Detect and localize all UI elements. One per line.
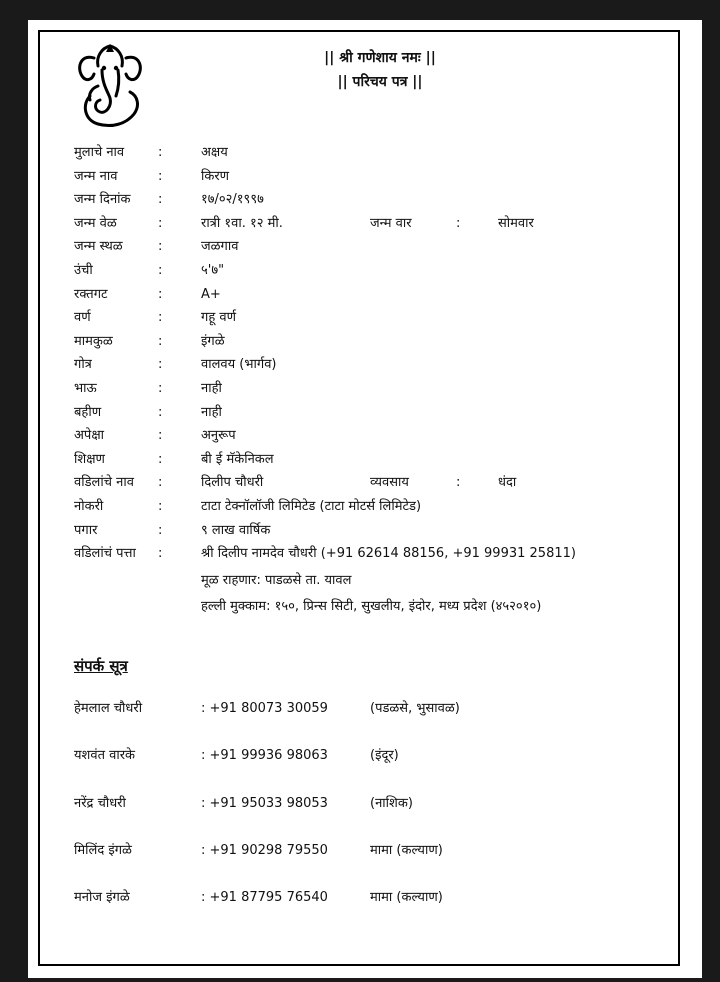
contact-row	[0, 887, 720, 909]
detail-label-secondary: जन्म वार	[370, 216, 412, 231]
detail-label: वडिलांचे नाव	[74, 475, 134, 490]
detail-colon: :	[158, 405, 163, 420]
detail-row	[0, 354, 720, 376]
contact-phone: : +91 90298 79550	[201, 843, 328, 858]
address-line: हल्ली मुक्काम: १५०, प्रिन्स सिटी, सुखलीय, इंदोर, मध्य प्रदेश (४५२०१०)	[201, 599, 542, 614]
detail-value-secondary: धंदा	[498, 475, 517, 490]
detail-value: १७/०२/१९९७	[201, 192, 264, 207]
contact-phone: : +91 95033 98053	[201, 796, 328, 811]
contact-place: मामा (कल्याण)	[370, 843, 443, 858]
detail-value: नाही	[201, 405, 222, 420]
contact-place: मामा (कल्याण)	[370, 890, 443, 905]
detail-row	[0, 236, 720, 258]
detail-colon: :	[158, 546, 163, 561]
detail-row	[0, 378, 720, 400]
contact-place: (नाशिक)	[370, 796, 413, 811]
detail-label: गोत्र	[74, 357, 92, 372]
detail-value: नाही	[201, 381, 222, 396]
detail-row	[0, 213, 720, 235]
detail-label: अपेक्षा	[74, 428, 105, 443]
detail-colon: :	[158, 381, 163, 396]
detail-label: वर्ण	[74, 310, 91, 325]
detail-value: अनुरूप	[201, 428, 236, 443]
detail-colon: :	[158, 216, 163, 231]
detail-label: पगार	[74, 523, 98, 538]
detail-colon: :	[158, 145, 163, 160]
detail-colon: :	[158, 452, 163, 467]
detail-value: टाटा टेक्नॉलॉजी लिमिटेड (टाटा मोटर्स लिमिटेड)	[201, 499, 422, 514]
ganesha-icon	[72, 40, 148, 132]
contact-phone: : +91 80073 30059	[201, 701, 328, 716]
detail-label: जन्म स्थळ	[74, 239, 123, 254]
contact-place: (इंदूर)	[370, 748, 399, 763]
detail-value: वालवय (भार्गव)	[201, 357, 277, 372]
detail-colon: :	[158, 169, 163, 184]
detail-value: किरण	[201, 169, 230, 184]
detail-label: शिक्षण	[74, 452, 105, 467]
detail-value: इंगळे	[201, 334, 225, 349]
detail-value: गहू वर्ण	[201, 310, 236, 325]
contact-place: (पडळसे, भुसावळ)	[370, 701, 460, 716]
detail-row	[0, 472, 720, 494]
detail-row	[0, 402, 720, 424]
detail-row	[0, 543, 720, 565]
detail-label: मुलाचे नाव	[74, 145, 125, 160]
detail-colon-secondary: :	[456, 475, 461, 490]
contact-name: यशवंत वारके	[74, 748, 136, 763]
address-line: मूळ राहणार: पाडळसे ता. यावल	[201, 573, 352, 588]
detail-row	[0, 260, 720, 282]
detail-value: अक्षय	[201, 145, 228, 160]
contact-row	[0, 698, 720, 720]
contact-phone: : +91 87795 76540	[201, 890, 328, 905]
contact-name: मनोज इंगळे	[74, 890, 130, 905]
contact-name: मिलिंद इंगळे	[74, 843, 132, 858]
detail-value: दिलीप चौधरी	[201, 475, 264, 490]
contact-name: नरेंद्र चौधरी	[74, 796, 126, 811]
detail-row	[0, 166, 720, 188]
detail-colon: :	[158, 428, 163, 443]
detail-label: बहीण	[74, 405, 102, 420]
detail-label: भाऊ	[74, 381, 97, 396]
detail-row	[0, 284, 720, 306]
detail-value: बी ई मॅकेनिकल	[201, 452, 274, 467]
detail-colon: :	[158, 287, 163, 302]
contact-phone: : +91 99936 98063	[201, 748, 328, 763]
detail-colon: :	[158, 499, 163, 514]
detail-row	[0, 307, 720, 329]
detail-colon: :	[158, 310, 163, 325]
detail-value: A+	[201, 287, 221, 302]
detail-colon: :	[158, 334, 163, 349]
contact-heading: संपर्क सूत्र	[74, 657, 128, 675]
detail-label: नोकरी	[74, 499, 104, 514]
detail-label: रक्तगट	[74, 287, 108, 302]
contact-row	[0, 793, 720, 815]
detail-label: जन्म दिनांक	[74, 192, 131, 207]
detail-value: ९ लाख वार्षिक	[201, 523, 271, 538]
detail-value: ५'७"	[201, 263, 225, 278]
detail-colon-secondary: :	[456, 216, 461, 231]
detail-colon: :	[158, 263, 163, 278]
detail-row	[0, 520, 720, 542]
detail-colon: :	[158, 192, 163, 207]
detail-row	[0, 425, 720, 447]
detail-label-secondary: व्यवसाय	[370, 475, 409, 490]
detail-row	[0, 189, 720, 211]
detail-colon: :	[158, 357, 163, 372]
detail-label: जन्म वेळ	[74, 216, 117, 231]
detail-value: जळगाव	[201, 239, 239, 254]
detail-label: जन्म नाव	[74, 169, 118, 184]
detail-colon: :	[158, 475, 163, 490]
detail-row	[0, 496, 720, 518]
detail-label: उंची	[74, 263, 93, 278]
detail-row	[0, 142, 720, 164]
contact-name: हेमलाल चौधरी	[74, 701, 143, 716]
contact-row	[0, 840, 720, 862]
detail-label: मामकुळ	[74, 334, 113, 349]
detail-colon: :	[158, 523, 163, 538]
detail-row	[0, 449, 720, 471]
biodata-title: || परिचय पत्र ||	[337, 74, 423, 90]
detail-value-secondary: सोमवार	[498, 216, 534, 231]
detail-value: श्री दिलीप नामदेव चौधरी (+91 62614 88156, +91 99931 25811)	[201, 546, 576, 561]
detail-value: रात्री १वा. १२ मी.	[201, 216, 283, 231]
detail-colon: :	[158, 239, 163, 254]
contact-row	[0, 745, 720, 767]
detail-label: वडिलांचं पत्ता	[74, 546, 136, 561]
detail-row	[0, 331, 720, 353]
invocation-heading: || श्री गणेशाय नमः ||	[324, 50, 436, 66]
